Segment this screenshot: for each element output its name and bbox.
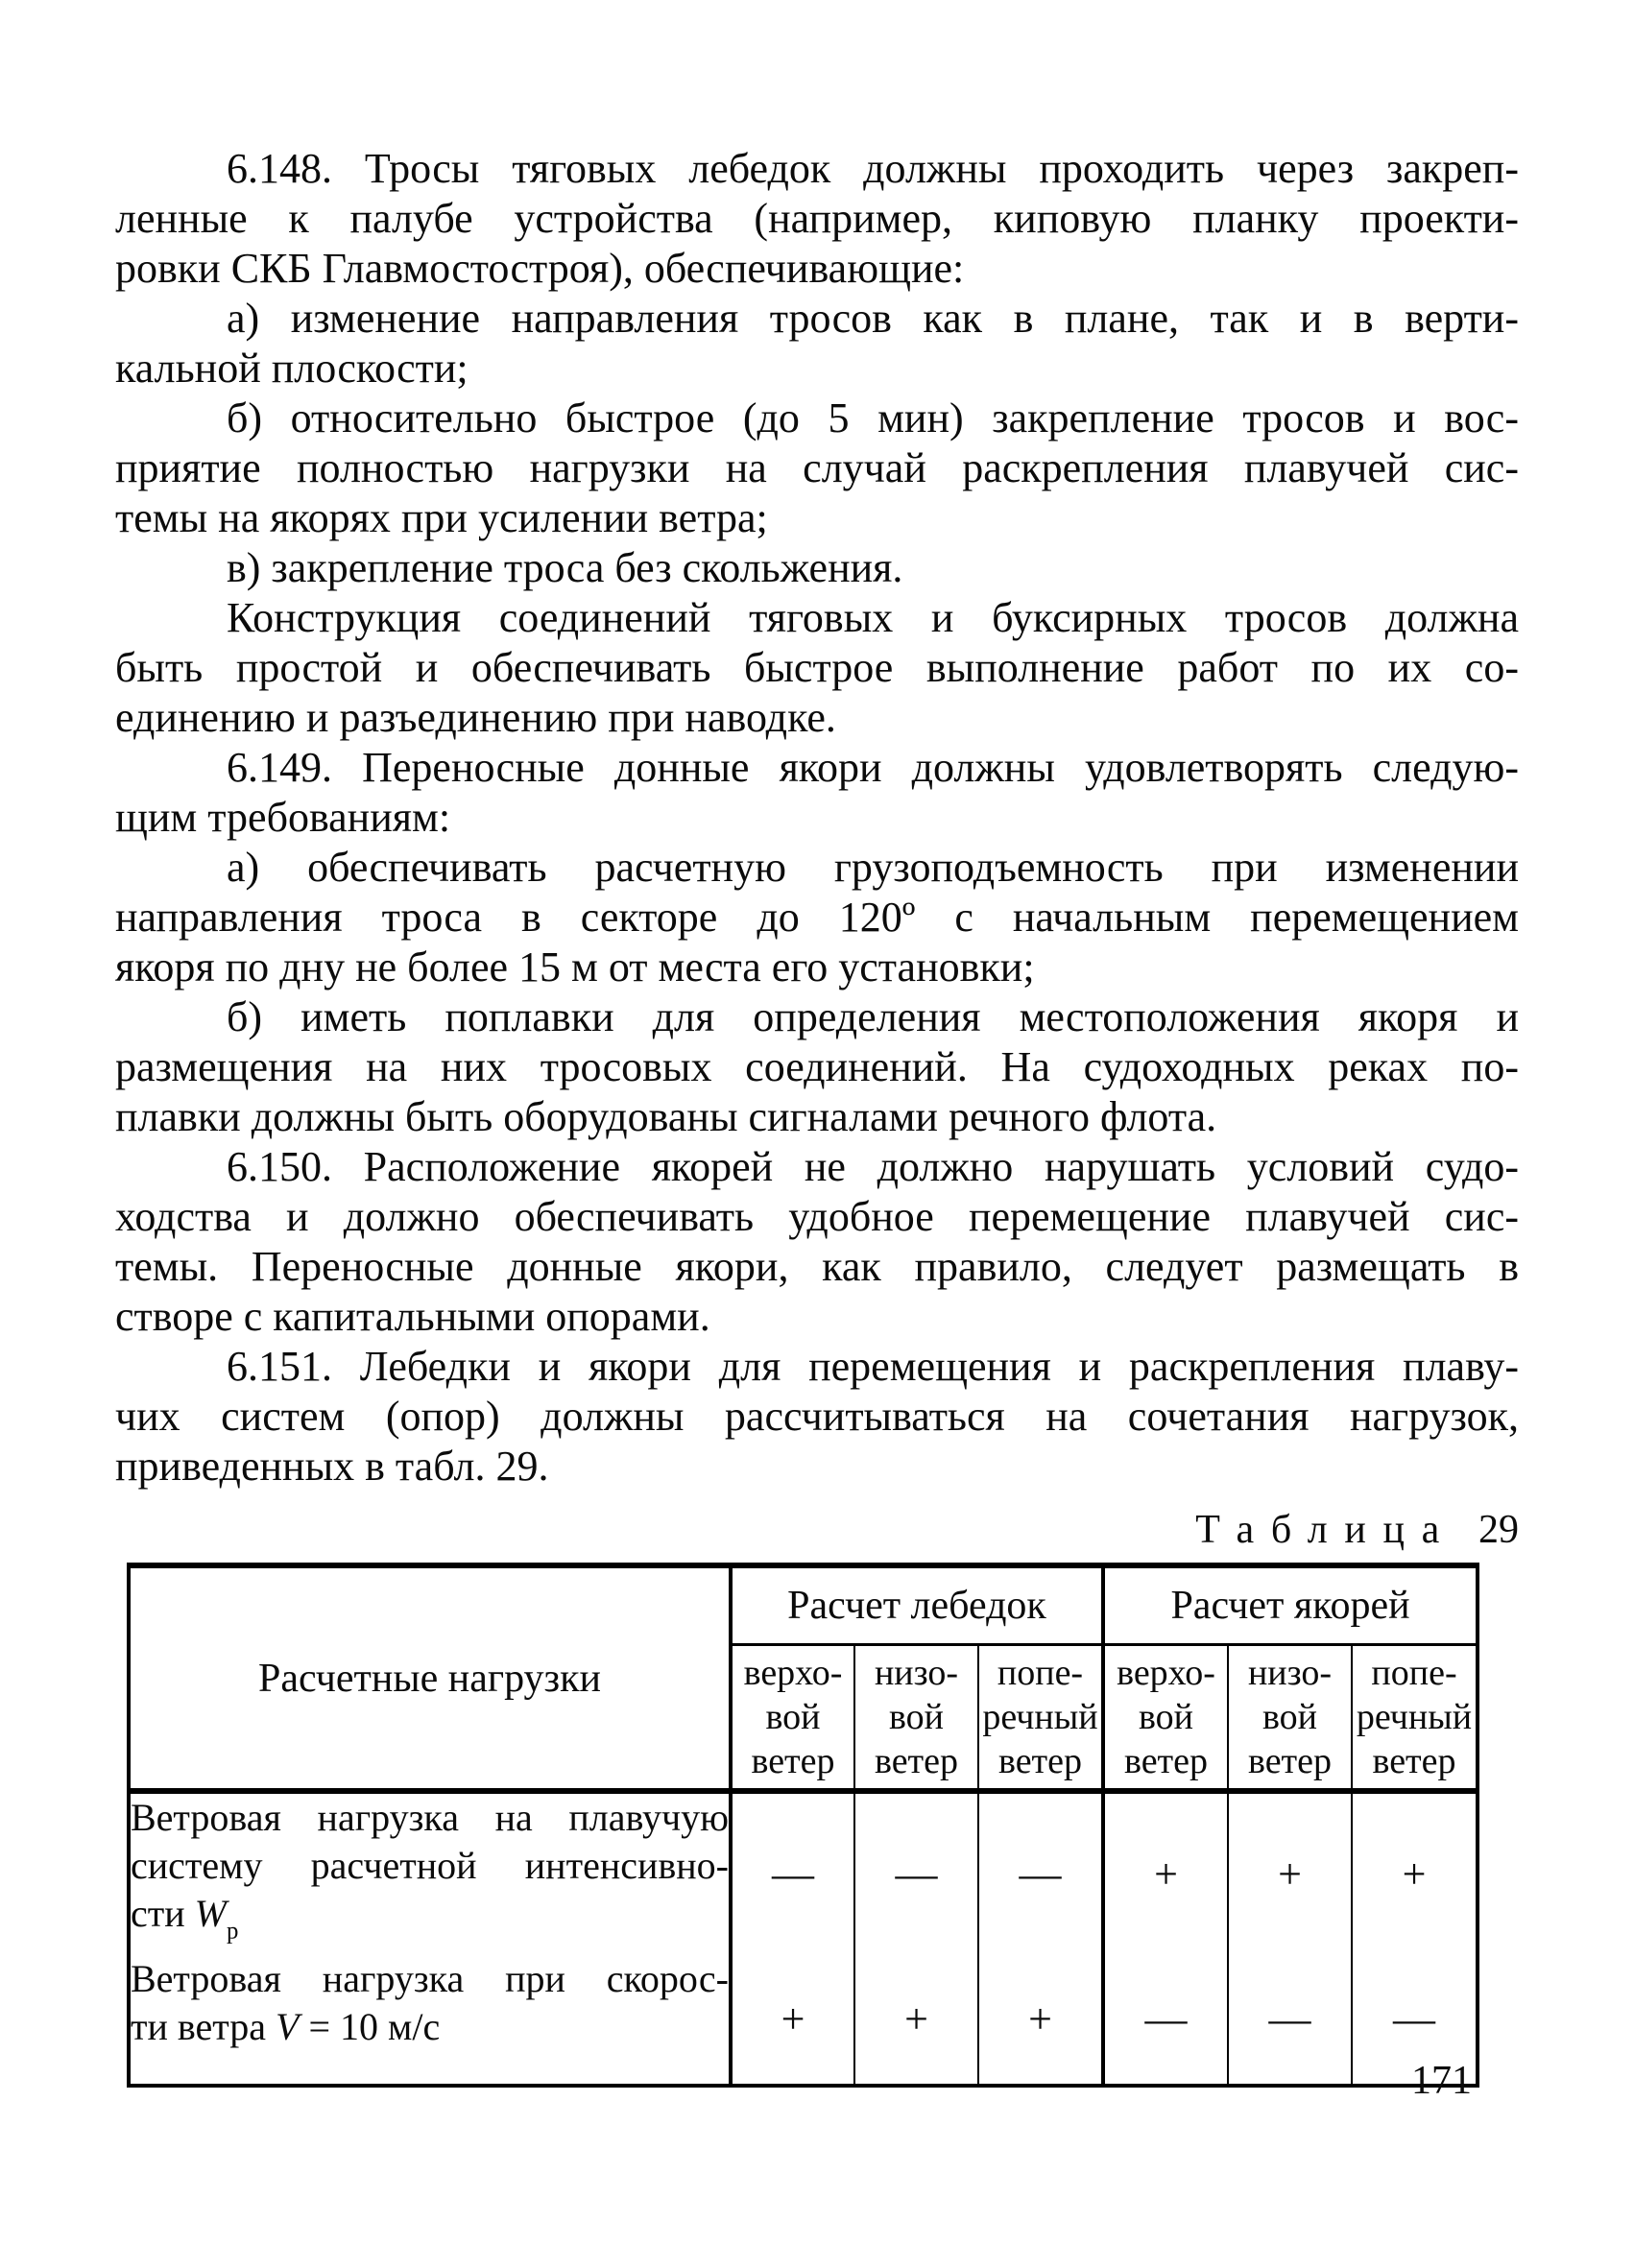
text-line: 6.149. Переносные донные якори должны удовлетворять следую- [227, 744, 1519, 791]
value-cell: — [1228, 1955, 1352, 2086]
table-caption-word: Таблица [1195, 1508, 1456, 1552]
text-line: 6.150. Расположение якорей не должно нарушать условий судо- [227, 1143, 1519, 1190]
row-label-line [131, 1794, 729, 1842]
subheader-cell [731, 1645, 854, 1792]
label-text: сти [131, 1892, 195, 1935]
value-cell: + [854, 1955, 978, 2086]
row-label-line [131, 1955, 729, 2003]
subheader-line: ветер [874, 1741, 959, 1781]
table-caption-number: 29 [1478, 1508, 1519, 1552]
text-line: б) иметь поплавки для определения местоположения якоря и [227, 993, 1519, 1040]
text-line: ленные к палубе устройства (например, киповую планку проекти- [115, 195, 1519, 242]
subheader-cell [978, 1645, 1103, 1792]
paragraph [115, 1142, 1519, 1342]
paragraph [115, 394, 1519, 543]
subheader-line: попе- [997, 1653, 1084, 1693]
body-text [115, 144, 1519, 1492]
text-line: ходства и должно обеспечивать удобное перемещение плавучей сис- [115, 1193, 1519, 1240]
text-line: б) относительно быстрое (до 5 мин) закрепление тросов и вос- [227, 394, 1519, 442]
label-text: Ветровая нагрузка при скорос- [131, 1957, 729, 2001]
value-cell: + [1103, 1791, 1228, 1955]
text-line: ровки СКБ Главмостостроя), обеспечивающие: [115, 245, 965, 292]
label-text: Ветровая нагрузка на плавучую [131, 1796, 729, 1839]
subheader-line: вой [888, 1697, 945, 1737]
group-header-anchor-calc: Расчет якорей [1103, 1565, 1478, 1645]
subheader-line: вой [1262, 1697, 1318, 1737]
subscript: р [226, 1918, 239, 1945]
row-label [129, 1791, 731, 1955]
subheader-line: вой [1138, 1697, 1194, 1737]
italic-symbol: V [276, 2005, 300, 2049]
subheader-line: ветер [997, 1741, 1083, 1781]
text-line: Конструкция соединений тяговых и буксирных тросов должна [227, 594, 1519, 641]
subheader-line: низо- [1247, 1653, 1333, 1693]
subheader-cell [854, 1645, 978, 1792]
text-line: чих систем (опор) должны рассчитываться на сочетания нагрузок, [115, 1393, 1519, 1440]
row-label [129, 1955, 731, 2086]
paragraph [115, 543, 1519, 593]
text-line: размещения на них тросовых соединений. На судоходных реках по- [115, 1043, 1519, 1090]
paragraph [115, 294, 1519, 394]
subheader-cell [1103, 1645, 1228, 1792]
subheader-line: ветер [1247, 1741, 1333, 1781]
text-line: якоря по дну не более 15 м от места его установки; [115, 943, 1035, 991]
text-line: створе с капитальными опорами. [115, 1293, 710, 1340]
subheader-line: верхо- [1117, 1653, 1215, 1693]
col-header-design-loads: Расчетные нагрузки [129, 1565, 731, 1791]
paragraph [115, 1342, 1519, 1492]
subheader-line: низо- [874, 1653, 959, 1693]
row-label-line [131, 2003, 729, 2051]
text-line: приятие полностью нагрузки на случай раскрепления плавучей сис- [115, 444, 1519, 491]
value-cell: — [854, 1791, 978, 1955]
subheader-line: ветер [1372, 1741, 1456, 1781]
group-header-winch-calc: Расчет лебедок [731, 1565, 1103, 1645]
paragraph [115, 843, 1519, 992]
paragraph [115, 992, 1519, 1142]
text-line: щим требованиям: [115, 794, 451, 841]
text-line: приведенных в табл. 29. [115, 1443, 549, 1490]
subheader-line: речный [982, 1697, 1098, 1737]
text-line: направления троса в секторе до 120º с начальным перемещением [115, 894, 1519, 941]
page-number: 171 [1411, 2059, 1472, 2103]
text-line: плавки должны быть оборудованы сигналами речного флота. [115, 1093, 1217, 1140]
label-text: ти ветра [131, 2005, 276, 2049]
text-line: 6.148. Тросы тяговых лебедок должны проходить через закреп- [227, 145, 1519, 192]
label-text: систему расчетной интенсивно- [131, 1844, 729, 1887]
subheader-line: ветер [1123, 1741, 1209, 1781]
value-cell: — [1352, 1955, 1478, 2086]
paragraph [115, 743, 1519, 843]
subheader-line: попе- [1371, 1653, 1457, 1693]
subheader-line: ветер [751, 1741, 835, 1781]
subheader-cell [1352, 1645, 1478, 1792]
subheader-line: вой [765, 1697, 821, 1737]
text-line: темы на якорях при усилении ветра; [115, 494, 768, 541]
text-line: 6.151. Лебедки и якори для перемещения и раскрепления плаву- [227, 1343, 1519, 1390]
value-cell: — [772, 1850, 814, 1898]
paragraph [115, 593, 1519, 743]
row-label-line [131, 1890, 729, 1955]
label-text: = 10 м/с [299, 2005, 441, 2049]
row-label-line [131, 1842, 729, 1890]
table-caption [115, 1505, 1519, 1555]
value-cell: — [1103, 1955, 1228, 2086]
subheader-cell [1228, 1645, 1352, 1792]
italic-symbol: W [194, 1892, 227, 1935]
paragraph [115, 144, 1519, 294]
text-line: в) закрепление троса без скольжения. [227, 544, 903, 591]
value-cell: + [781, 1995, 805, 2043]
value-cell: + [1352, 1791, 1478, 1955]
value-cell: + [1228, 1791, 1352, 1955]
text-line: а) обеспечивать расчетную грузоподъемность при изменении [227, 844, 1519, 891]
value-cell: — [978, 1791, 1103, 1955]
loads-combinations-table [127, 1563, 1479, 2088]
subheader-line: верхо- [743, 1653, 843, 1693]
text-line: быть простой и обеспечивать быстрое выполнение работ по их со- [115, 644, 1519, 691]
text-line: единению и разъединению при наводке. [115, 694, 836, 741]
text-line: а) изменение направления тросов как в плане, так и в верти- [227, 295, 1519, 342]
text-line: темы. Переносные донные якори, как правило, следует размещать в [115, 1243, 1519, 1290]
subheader-line: речный [1356, 1697, 1473, 1737]
value-cell: + [978, 1955, 1103, 2086]
text-line: кальной плоскости; [115, 345, 469, 392]
